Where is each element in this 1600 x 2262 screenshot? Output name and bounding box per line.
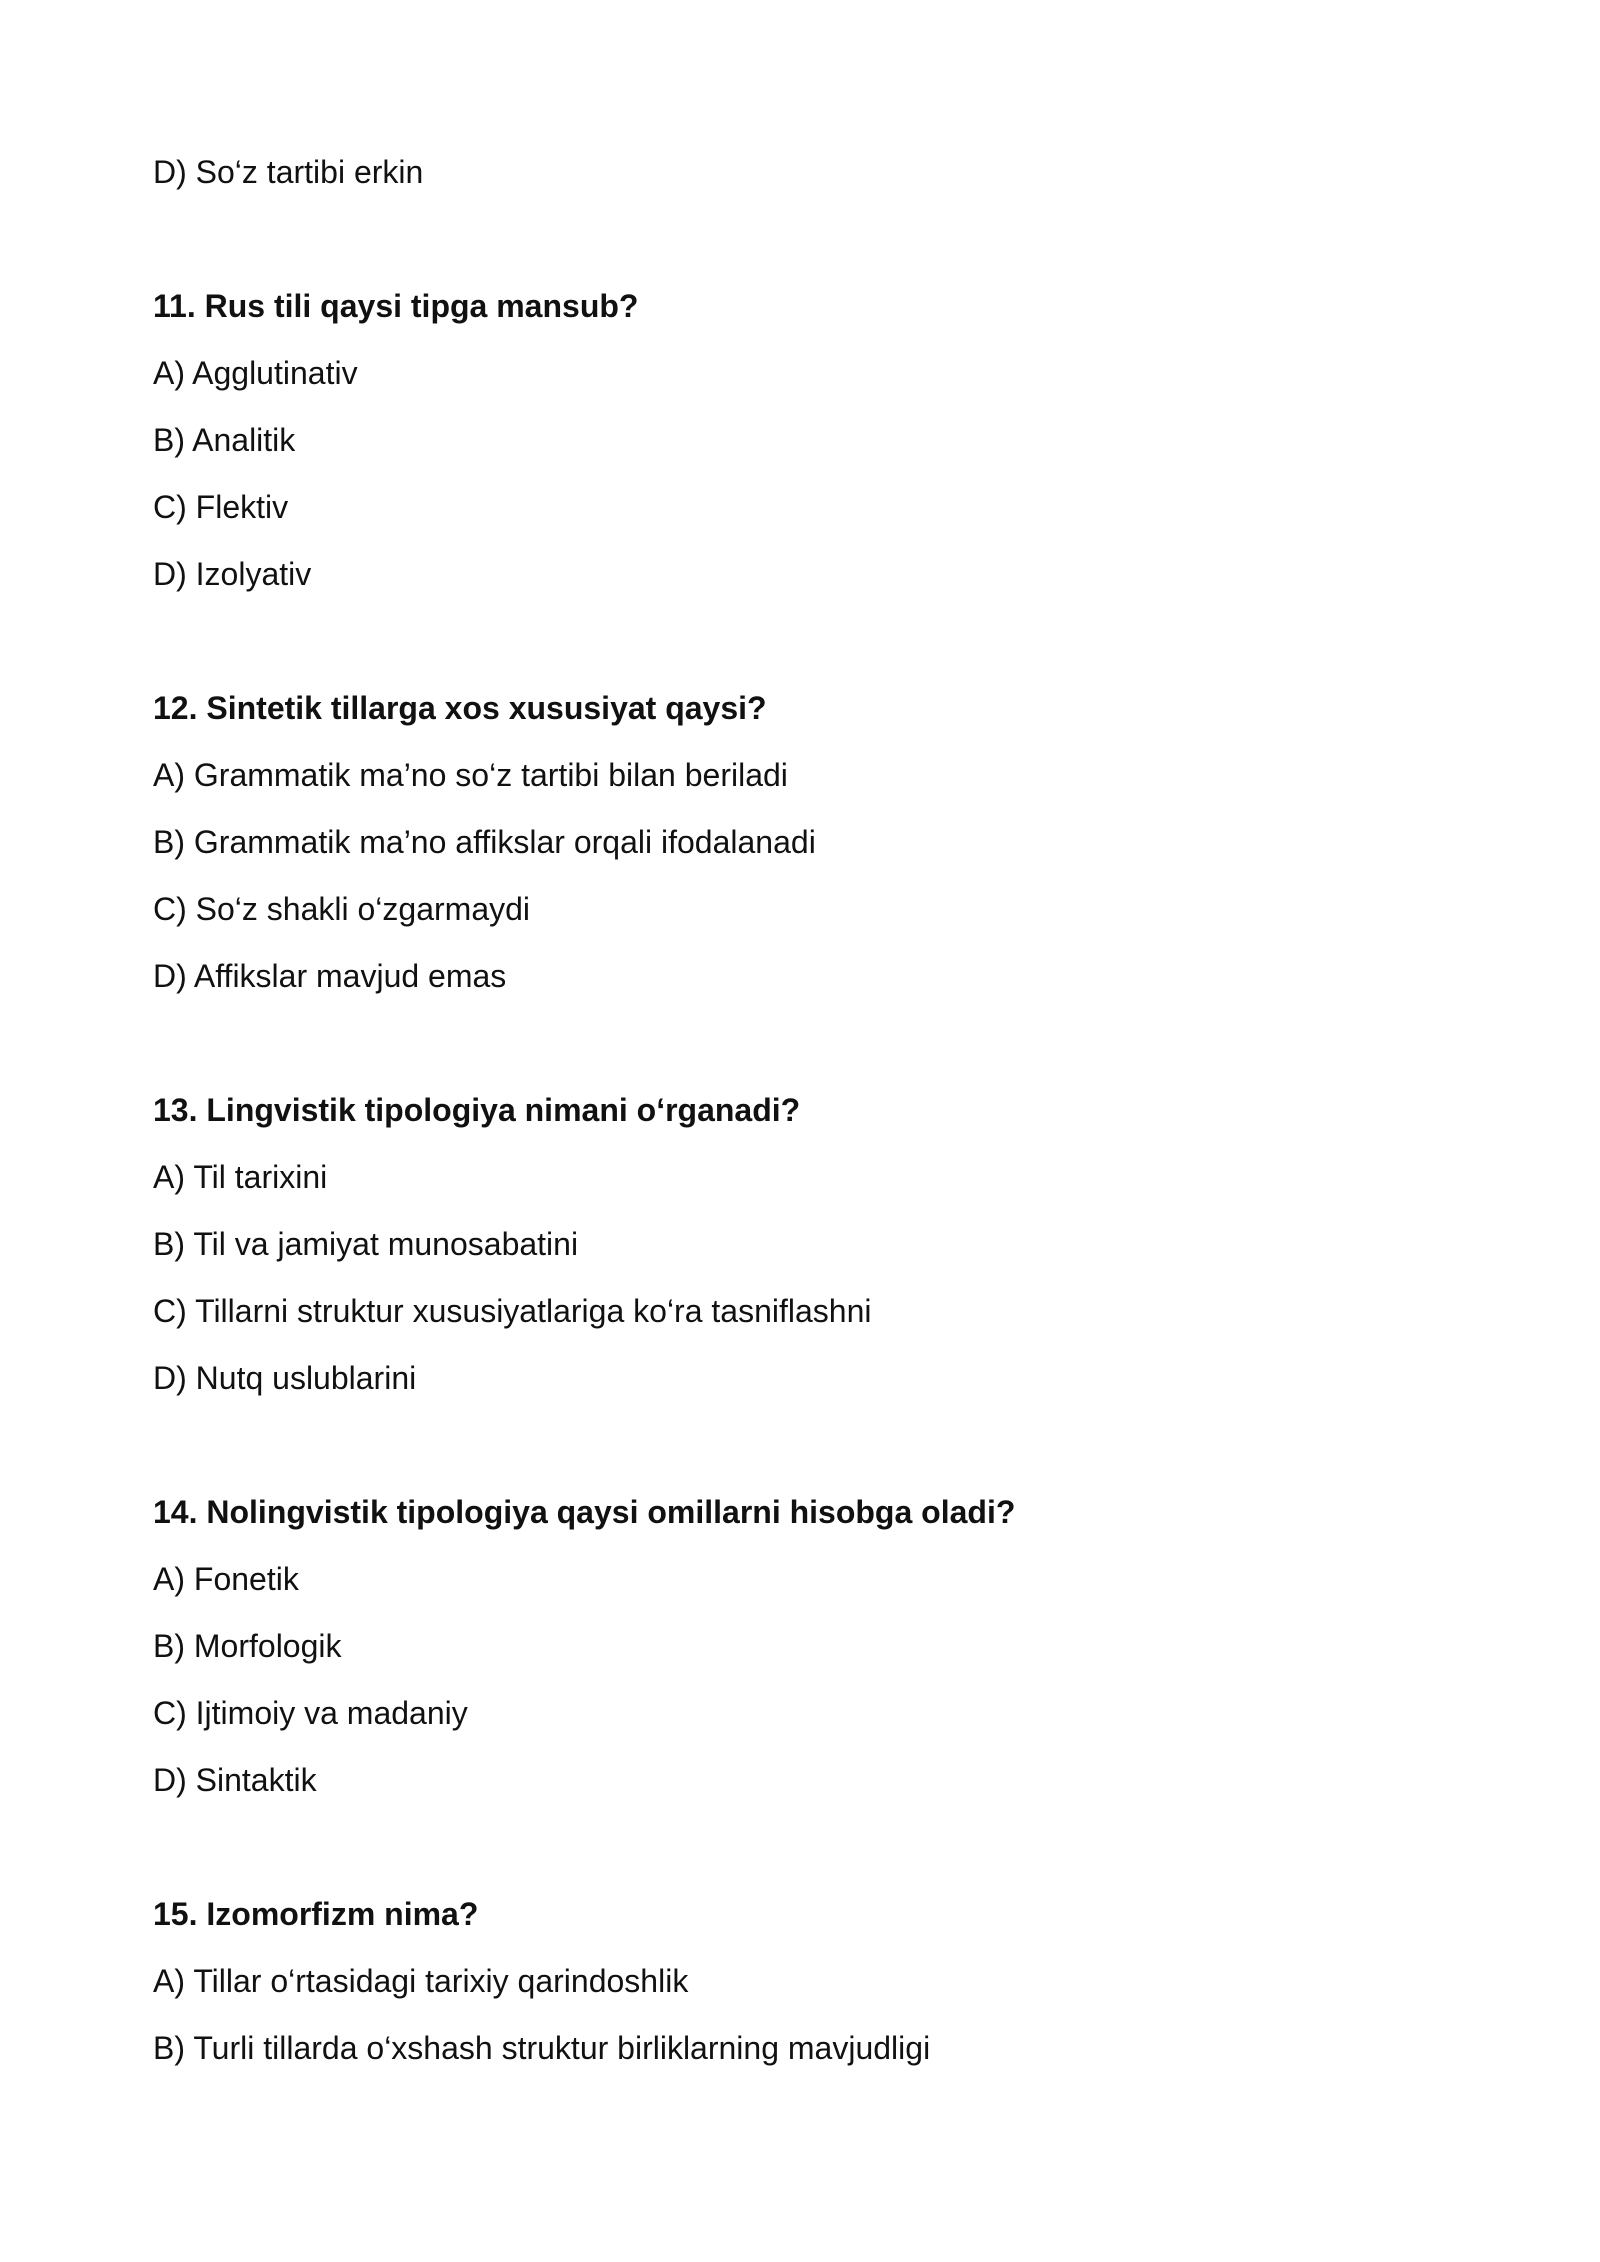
question-14-option-c: C) Ijtimoiy va madaniy	[153, 1695, 468, 1731]
question-11-option-d: D) Izolyativ	[153, 556, 312, 592]
question-14-option-b: B) Morfologik	[153, 1628, 342, 1664]
question-15-option-a: A) Tillar o‘rtasidagi tarixiy qarindoshlik	[153, 1963, 689, 1999]
option-d-carryover: D) So‘z tartibi erkin	[153, 154, 424, 190]
question-12-option-b: B) Grammatik ma’no affikslar orqali ifodalanadi	[153, 824, 816, 860]
question-13-title: 13. Lingvistik tipologiya nimani o‘rganadi?	[153, 1092, 801, 1128]
question-11-option-c: C) Flektiv	[153, 489, 289, 525]
question-13-option-b: B) Til va jamiyat munosabatini	[153, 1226, 579, 1262]
question-15-title: 15. Izomorfizm nima?	[153, 1896, 479, 1932]
question-13-option-c: C) Tillarni struktur xususiyatlariga ko‘ra tasniflashni	[153, 1293, 872, 1329]
question-15-option-b: B) Turli tillarda o‘xshash struktur birliklarning mavjudligi	[153, 2030, 931, 2066]
question-14-option-d: D) Sintaktik	[153, 1762, 317, 1798]
question-12-title: 12. Sintetik tillarga xos xususiyat qaysi?	[153, 690, 767, 726]
question-12-option-d: D) Affikslar mavjud emas	[153, 958, 507, 994]
question-13-option-d: D) Nutq uslublarini	[153, 1360, 417, 1396]
question-12-option-c: C) So‘z shakli o‘zgarmaydi	[153, 891, 531, 927]
question-13-option-a: A) Til tarixini	[153, 1159, 328, 1195]
question-11-option-a: A) Agglutinativ	[153, 355, 358, 391]
question-11-title: 11. Rus tili qaysi tipga mansub?	[153, 288, 639, 324]
question-14-option-a: A) Fonetik	[153, 1561, 299, 1597]
question-12-option-a: A) Grammatik ma’no so‘z tartibi bilan beriladi	[153, 757, 788, 793]
question-14-title: 14. Nolingvistik tipologiya qaysi omillarni hisobga oladi?	[153, 1494, 1016, 1530]
question-11-option-b: B) Analitik	[153, 422, 296, 458]
